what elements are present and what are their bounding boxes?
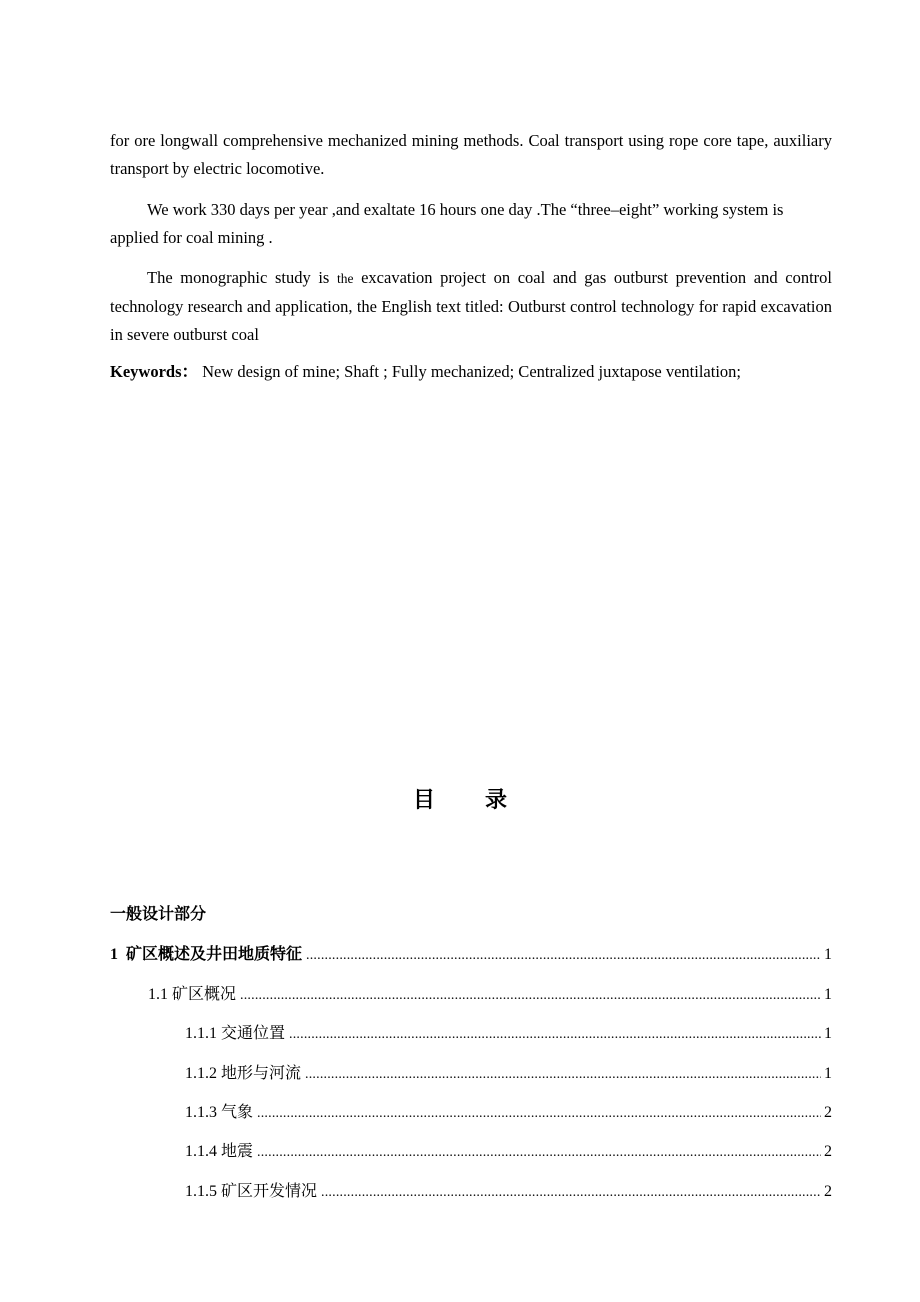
toc-entry-title: 地震 (221, 1141, 254, 1160)
toc-entry[interactable] (148, 982, 832, 1006)
toc-dot-leader (257, 1102, 821, 1126)
toc-entry[interactable] (185, 1021, 832, 1045)
toc-entry-number: 1.1 (148, 986, 168, 1003)
toc-entry-label (185, 1100, 253, 1125)
toc-entry-title: 交通位置 (221, 1023, 286, 1042)
toc-title-part-1: 目 (412, 788, 435, 813)
toc-entry-label (185, 1179, 317, 1204)
keywords-line (110, 358, 832, 386)
toc-entry-page: 2 (824, 1183, 832, 1200)
toc-title-part-2: 录 (485, 788, 508, 813)
toc-entry-number: 1.1.2 (185, 1065, 217, 1082)
toc-entry[interactable] (185, 1061, 832, 1085)
toc-entry-title: 矿区概述及井田地质特征 (126, 944, 303, 963)
toc-entry-label (185, 1021, 285, 1046)
keywords-label: Keywords： (110, 362, 198, 381)
toc-entry-number: 1.1.3 (185, 1104, 217, 1121)
abstract-paragraph-3-suffix: excavation project on coal and gas outburst prevention and control technology research and application, the English text titled: Outburst control technology for rapid excavation in severe outburst coal (110, 268, 832, 344)
toc-entry-label (185, 1139, 253, 1164)
toc-entry-number: 1.1.5 (185, 1183, 217, 1200)
toc-entry-page: 1 (824, 1025, 832, 1042)
toc-entry-title: 地形与河流 (221, 1063, 302, 1082)
abstract-paragraph-3-small: the (336, 271, 354, 286)
toc-dot-leader (305, 1063, 821, 1087)
toc-entry[interactable] (110, 942, 832, 966)
abstract-paragraph-1-text: for ore longwall comprehensive mechanized mining methods. Coal transport using rope core tape, auxiliary transport by electric locomotive. (110, 131, 832, 178)
toc-section-heading: 一般设计部分 (110, 904, 207, 923)
toc-entry-page: 1 (824, 986, 832, 1003)
toc-dot-leader (257, 1141, 821, 1165)
toc-entry-title: 矿区概况 (172, 984, 237, 1003)
abstract-paragraph-3-prefix: The monographic study is (147, 268, 337, 287)
toc-dot-leader (240, 984, 821, 1008)
toc-title (0, 786, 920, 816)
toc-entry-label (148, 982, 236, 1007)
toc-entry-page: 1 (824, 1065, 832, 1082)
toc-dot-leader (321, 1181, 821, 1205)
toc-entry-number: 1.1.1 (185, 1025, 217, 1042)
toc-dot-leader (306, 944, 821, 968)
toc-entry-page: 1 (824, 946, 832, 963)
toc-entry[interactable] (185, 1139, 832, 1163)
abstract-paragraph-1 (110, 127, 832, 183)
abstract-paragraph-3 (110, 264, 832, 349)
abstract-paragraph-2-text: We work 330 days per year ,and exaltate 16 hours one day .The “three–eight” working system is applied for coal mining . (110, 200, 784, 247)
toc-entry-number: 1 (110, 946, 118, 963)
toc-entry[interactable] (185, 1100, 832, 1124)
toc-entry-label (110, 942, 302, 967)
toc-entry-page: 2 (824, 1143, 832, 1160)
toc-entry-number: 1.1.4 (185, 1143, 217, 1160)
toc-entry-label (185, 1061, 301, 1086)
toc-entry[interactable] (185, 1179, 832, 1203)
toc-dot-leader (289, 1023, 821, 1047)
toc-entry-title: 矿区开发情况 (221, 1181, 318, 1200)
abstract-paragraph-2 (110, 196, 810, 252)
keywords-text: New design of mine; Shaft ; Fully mechanized; Centralized juxtapose ventilation; (198, 362, 741, 381)
toc-entry-page: 2 (824, 1104, 832, 1121)
toc-entry-title: 气象 (221, 1102, 254, 1121)
